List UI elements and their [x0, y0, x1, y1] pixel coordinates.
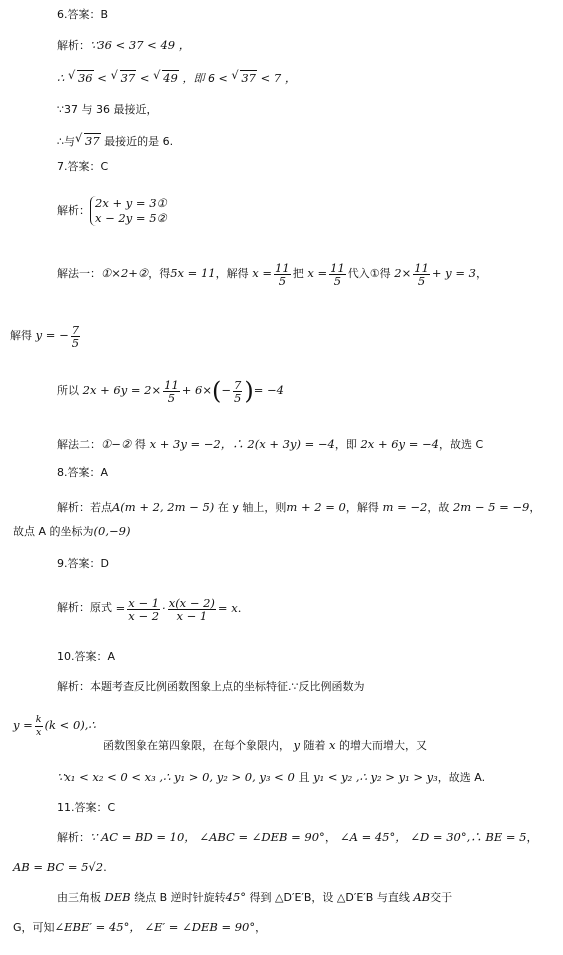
sqrt-37-c: √ 37 [84, 133, 101, 148]
fraction-q9-2: $\frac{x(x - 2)}{x - 1}$ [168, 595, 215, 623]
q6-inequality-1: ∵36 < 37 < 49 ， [90, 38, 191, 52]
q6-analysis-label: 解析： [57, 39, 90, 52]
q7-method-2: 解法二：①−② 得 x + 3y = −2，∴ 2(x + 3y) = −4，即 2x + 6y = −4，故选 C [57, 437, 484, 451]
sqrt-36: √ 36 [77, 70, 94, 85]
q7-method-1: 解法一：①×2+②，得5x = 11，解得 x = $\frac{11}{5}$ 把 x = $\frac{11}{5}$ 代入①得 2× $\frac{11}{5}$ + y = 3， [57, 260, 488, 288]
q9-analysis: 解析：原式 = $\frac{x - 1}{x - 2}$ · $\frac{x(x - 2)}{x - 1}$ = x. [57, 595, 242, 623]
sqrt-49: √ 49 [162, 70, 179, 85]
q10-line-3: ∵x₁ < x₂ < 0 < x₃ ,∴ y₁ > 0, y₂ > 0, y₃ < 0 且 y₁ < y₂ ,∴ y₂ > y₁ > y₃，故选 A. [57, 770, 486, 784]
q7-solution-y: 解得 y = − $\frac{7}{5}$ [10, 322, 80, 350]
fraction-k-x: $\frac{k}{x}$ [35, 713, 42, 738]
equation-1: 2x + y = 3① [95, 196, 167, 210]
equation-2: x − 2y = 5② [95, 211, 167, 225]
q11-line-2: AB = BC = 5√2. [13, 860, 107, 874]
q11-line-3: 由三角板 DEB 绕点 B 逆时针旋转45° 得到 △D′E′B，设 △D′E′B 与直线 AB交于 [57, 890, 453, 904]
q6-answer: 6.答案：B [57, 8, 109, 21]
fraction-11-5-b: $\frac{11}{5}$ [330, 260, 345, 288]
q6-close-line: ∵37 与 36 最接近， [57, 103, 158, 116]
q6-conclusion: ∴与√ 37 最接近的是 6. [57, 133, 173, 149]
q11-line-1: 解析：∵ AC = BD = 10， ∠ABC = ∠DEB = 90°， ∠A = 45°， ∠D = 30°,∴ BE = 5， [57, 830, 539, 844]
q10-line-2: 函数图象在第四象限，在每个象限内， y 随着 x 的增大而增大，又 [103, 738, 427, 752]
fraction-11-5-d: $\frac{11}{5}$ [164, 377, 179, 405]
fraction-7-5-b: $\frac{7}{5}$ [234, 377, 242, 405]
q7-therefore: 所以 2x + 6y = 2× $\frac{11}{5}$ + 6×(− $\frac{7}{5}$ )= −4 [57, 377, 284, 405]
q10-answer: 10.答案：A [57, 650, 116, 663]
q10-line-1: 解析：本题考查反比例函数图象上点的坐标特征.∵反比例函数为 [57, 680, 365, 693]
q8-line-1: 解析：若点A(m + 2, 2m − 5) 在 y 轴上，则m + 2 = 0，解得 m = −2，故 2m − 5 = −9， [57, 500, 541, 514]
sqrt-37: √ 37 [120, 70, 137, 85]
fraction-11-5-c: $\frac{11}{5}$ [414, 260, 429, 288]
q9-answer: 9.答案：D [57, 557, 109, 570]
fraction-q9-1: $\frac{x - 1}{x - 2}$ [128, 595, 160, 623]
q8-answer: 8.答案：A [57, 466, 109, 479]
fraction-7-5: $\frac{7}{5}$ [71, 322, 80, 350]
fraction-11-5: $\frac{11}{5}$ [275, 260, 290, 288]
q10-function: y = $\frac{k}{x}$ (k < 0),∴ [13, 713, 96, 738]
q7-system: 解析： 2x + y = 3① x − 2y = 5② [57, 196, 167, 225]
sqrt-37-b: √ 37 [240, 70, 257, 85]
q8-line-2: 故点 A 的坐标为(0,−9) [13, 524, 131, 538]
q6-inequality-2: ∴ √ 36 < √ 37 < √ 49 ，即 6 < √ 37 < 7 ， [57, 70, 296, 86]
q11-answer: 11.答案：C [57, 801, 116, 814]
q6-analysis-line1 [57, 38, 190, 53]
q11-line-4: G，可知∠EBE′ = 45°， ∠E′ = ∠DEB = 90°， [13, 920, 267, 934]
equation-system [90, 196, 167, 226]
q7-answer: 7.答案：C [57, 160, 109, 173]
